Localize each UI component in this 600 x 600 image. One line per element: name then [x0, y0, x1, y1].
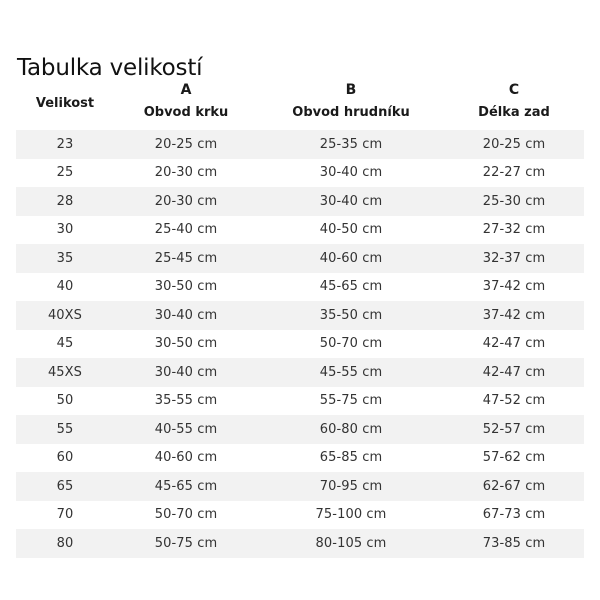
chest-cell: 50-70 cm — [319, 336, 383, 352]
neck-cell: 20-30 cm — [154, 165, 218, 181]
back-length-cell: 73-85 cm — [444, 529, 584, 558]
table-row — [16, 415, 584, 444]
chest-cell: 25-35 cm — [258, 130, 444, 159]
neck-cell: 50-75 cm — [114, 529, 258, 558]
column-b-name: Obvod hrudníku — [292, 104, 410, 120]
column-b-letter: B — [345, 82, 357, 98]
back-length-cell: 37-42 cm — [482, 279, 546, 295]
chest-cell: 40-60 cm — [258, 244, 444, 273]
back-length-cell: 32-37 cm — [444, 244, 584, 273]
chest-cell: 30-40 cm — [258, 187, 444, 216]
back-length-cell: 47-52 cm — [482, 393, 546, 409]
column-c-name: Délka zad — [478, 104, 550, 120]
table-row — [16, 216, 584, 245]
neck-cell: 25-40 cm — [154, 222, 218, 238]
neck-cell: 50-70 cm — [154, 507, 218, 523]
size-cell: 40 — [56, 279, 74, 295]
table-row — [16, 130, 584, 159]
neck-cell: 30-50 cm — [154, 279, 218, 295]
chest-cell: 60-80 cm — [258, 415, 444, 444]
chest-cell: 40-50 cm — [319, 222, 383, 238]
column-c-letter: C — [508, 82, 520, 98]
back-length-cell: 20-25 cm — [444, 130, 584, 159]
table-body — [16, 130, 584, 558]
table-row — [16, 358, 584, 387]
table-row — [16, 244, 584, 273]
back-length-cell: 42-47 cm — [482, 336, 546, 352]
neck-cell: 20-25 cm — [114, 130, 258, 159]
chest-cell: 75-100 cm — [315, 507, 387, 523]
chest-cell: 45-55 cm — [258, 358, 444, 387]
back-length-cell: 22-27 cm — [482, 165, 546, 181]
table-row — [16, 472, 584, 501]
size-cell: 35 — [16, 244, 114, 273]
table-row — [16, 159, 584, 188]
size-chart-table — [16, 76, 584, 558]
neck-cell: 35-55 cm — [154, 393, 218, 409]
neck-cell: 30-40 cm — [114, 301, 258, 330]
neck-cell: 45-65 cm — [114, 472, 258, 501]
chest-cell: 80-105 cm — [258, 529, 444, 558]
page-title: Tabulka velikostí — [17, 55, 203, 82]
table-row — [16, 529, 584, 558]
back-length-cell: 27-32 cm — [482, 222, 546, 238]
table-row — [16, 187, 584, 216]
back-length-cell: 42-47 cm — [444, 358, 584, 387]
back-length-cell: 62-67 cm — [444, 472, 584, 501]
chest-cell: 55-75 cm — [319, 393, 383, 409]
column-a-name: Obvod krku — [143, 104, 229, 120]
back-length-cell: 57-62 cm — [482, 450, 546, 466]
size-cell: 45XS — [16, 358, 114, 387]
size-column-header: Velikost — [35, 95, 95, 111]
table-row — [16, 301, 584, 330]
chest-cell: 70-95 cm — [258, 472, 444, 501]
size-cell: 70 — [56, 507, 74, 523]
size-cell: 45 — [56, 336, 74, 352]
table-row — [16, 387, 584, 416]
table-row — [16, 444, 584, 473]
back-length-cell: 52-57 cm — [444, 415, 584, 444]
table-row — [16, 273, 584, 302]
size-cell: 23 — [16, 130, 114, 159]
chest-cell: 35-50 cm — [258, 301, 444, 330]
chest-cell: 45-65 cm — [319, 279, 383, 295]
table-header — [16, 76, 584, 130]
back-length-cell: 37-42 cm — [444, 301, 584, 330]
table-row — [16, 501, 584, 530]
header-letter-row — [16, 76, 584, 98]
neck-cell: 40-55 cm — [114, 415, 258, 444]
size-cell: 60 — [56, 450, 74, 466]
size-cell: 30 — [56, 222, 74, 238]
size-cell: 50 — [56, 393, 74, 409]
size-cell: 65 — [16, 472, 114, 501]
size-cell: 28 — [16, 187, 114, 216]
neck-cell: 40-60 cm — [154, 450, 218, 466]
size-cell: 40XS — [16, 301, 114, 330]
neck-cell: 30-40 cm — [114, 358, 258, 387]
size-cell: 25 — [56, 165, 74, 181]
neck-cell: 25-45 cm — [114, 244, 258, 273]
column-a-letter: A — [180, 82, 192, 98]
chest-cell: 30-40 cm — [319, 165, 383, 181]
chest-cell: 65-85 cm — [319, 450, 383, 466]
neck-cell: 30-50 cm — [154, 336, 218, 352]
back-length-cell: 25-30 cm — [444, 187, 584, 216]
back-length-cell: 67-73 cm — [482, 507, 546, 523]
size-cell: 55 — [16, 415, 114, 444]
size-cell: 80 — [16, 529, 114, 558]
neck-cell: 20-30 cm — [114, 187, 258, 216]
table-row — [16, 330, 584, 359]
